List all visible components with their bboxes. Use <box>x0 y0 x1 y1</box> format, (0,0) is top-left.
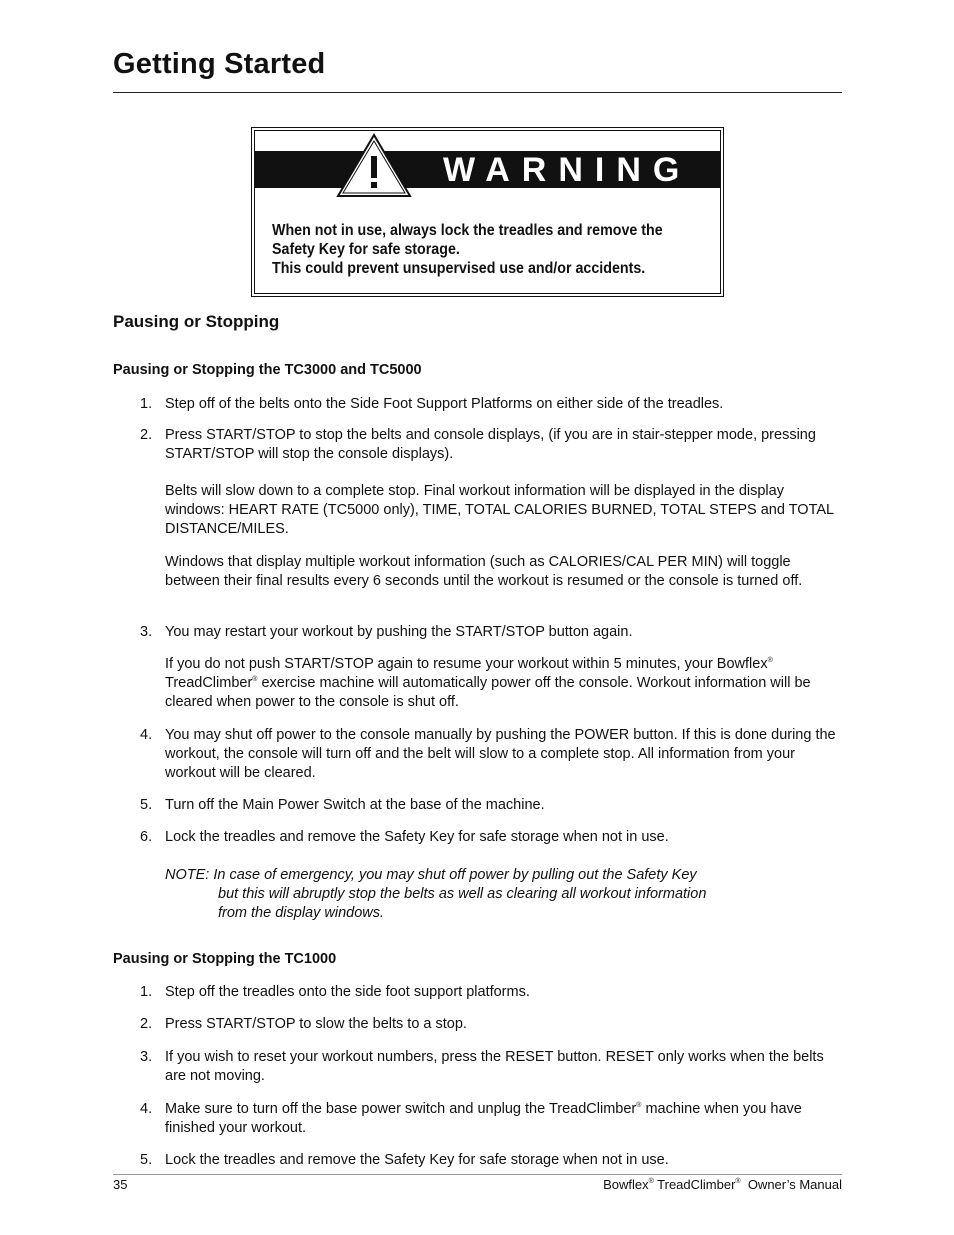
list-text-part: machine when you have finished your workout. <box>165 1101 802 1136</box>
restart-text-3: exercise machine will automatically power off the console. Workout information will be cleared when power to the console is shut off. <box>165 675 811 710</box>
note-line-3: from the display windows. <box>218 905 385 921</box>
list-number: 5. <box>140 797 153 813</box>
list-number: 2. <box>140 427 153 443</box>
list-text-part: Make sure to turn off the base power switch and unplug the TreadClimber <box>165 1101 637 1117</box>
list-number: 2. <box>140 1016 153 1032</box>
list-number: 6. <box>140 829 153 845</box>
subheading-tc3000: Pausing or Stopping the TC3000 and TC5000 <box>113 362 422 378</box>
list-text: Press START/STOP to slow the belts to a stop. <box>165 1016 467 1032</box>
list-number: 3. <box>140 624 153 640</box>
registered-mark: ® <box>767 657 773 664</box>
registered-mark: ® <box>735 1178 741 1185</box>
footer-manual-title <box>603 1177 842 1192</box>
list-text: Press START/STOP to stop the belts and console displays, (if you are in stair-stepper mode, pressing START/STOP will stop the console displays). <box>165 427 816 462</box>
list-text: You may restart your workout by pushing the START/STOP button again. <box>165 624 633 640</box>
list-number: 4. <box>140 1101 153 1117</box>
warning-box <box>251 127 724 297</box>
note-line-1: NOTE: In case of emergency, you may shut off power by pulling out the Safety Key <box>165 867 697 883</box>
footer-manual: Owner’s Manual <box>740 1177 842 1192</box>
list-text: Step off the treadles onto the side foot support platforms. <box>165 984 530 1000</box>
warning-label: WARNING <box>443 151 692 189</box>
registered-mark: ® <box>648 1178 654 1185</box>
registered-mark: ® <box>636 1102 642 1109</box>
paragraph-belts: Belts will slow down to a complete stop. Final workout information will be displayed in the display windows: HEART RATE (TC5000 only), TIME, TOTAL CALORIES BURNED, TOTAL STEPS and TOTAL DISTANCE/MILES. <box>165 483 834 537</box>
warning-inner-frame <box>254 130 721 294</box>
list-number: 5. <box>140 1152 153 1168</box>
list-text: Turn off the Main Power Switch at the base of the machine. <box>165 797 545 813</box>
page-title: Getting Started <box>113 48 326 80</box>
note-line-2: but this will abruptly stop the belts as well as clearing all workout information <box>218 886 707 902</box>
warning-message <box>272 221 677 278</box>
list-text <box>165 1100 840 1138</box>
footer-brand: Bowflex <box>603 1177 649 1192</box>
list-text: You may shut off power to the console manually by pushing the POWER button. If this is done during the workout, the console will turn off and the belt will slow to a complete stop. All information from your workout will be cleared. <box>165 727 836 781</box>
warning-triangle-icon <box>335 132 413 198</box>
list-number: 1. <box>140 396 153 412</box>
title-divider <box>113 92 842 93</box>
warning-line-1: When not in use, always lock the treadles and remove the <box>272 222 663 239</box>
footer-divider <box>113 1174 842 1175</box>
registered-mark: ® <box>252 676 258 683</box>
paragraph-restart <box>165 655 843 712</box>
footer-product: TreadClimber <box>653 1177 736 1192</box>
list-number: 1. <box>140 984 153 1000</box>
warning-line-3: This could prevent unsupervised use and/or accidents. <box>272 260 646 277</box>
restart-text-1: If you do not push START/STOP again to resume your workout within 5 minutes, your Bowflex <box>165 656 768 672</box>
subheading-tc1000: Pausing or Stopping the TC1000 <box>113 951 337 967</box>
section-heading: Pausing or Stopping <box>113 312 280 331</box>
restart-text-2: TreadClimber <box>165 675 253 691</box>
list-text: Step off of the belts onto the Side Foot Support Platforms on either side of the treadles. <box>165 396 724 412</box>
list-number: 4. <box>140 727 153 743</box>
page-number: 35 <box>113 1177 128 1192</box>
warning-line-2: Safety Key for safe storage. <box>272 241 460 258</box>
note-block <box>165 866 785 923</box>
paragraph-windows: Windows that display multiple workout information (such as CALORIES/CAL PER MIN) will toggle between their final results every 6 seconds until the workout is resumed or the console is turned off. <box>165 554 803 589</box>
list-text: Lock the treadles and remove the Safety Key for safe storage when not in use. <box>165 829 669 845</box>
list-number: 3. <box>140 1049 153 1065</box>
list-text: Lock the treadles and remove the Safety Key for safe storage when not in use. <box>165 1152 669 1168</box>
list-text: If you wish to reset your workout numbers, press the RESET button. RESET only works when the belts are not moving. <box>165 1049 824 1084</box>
